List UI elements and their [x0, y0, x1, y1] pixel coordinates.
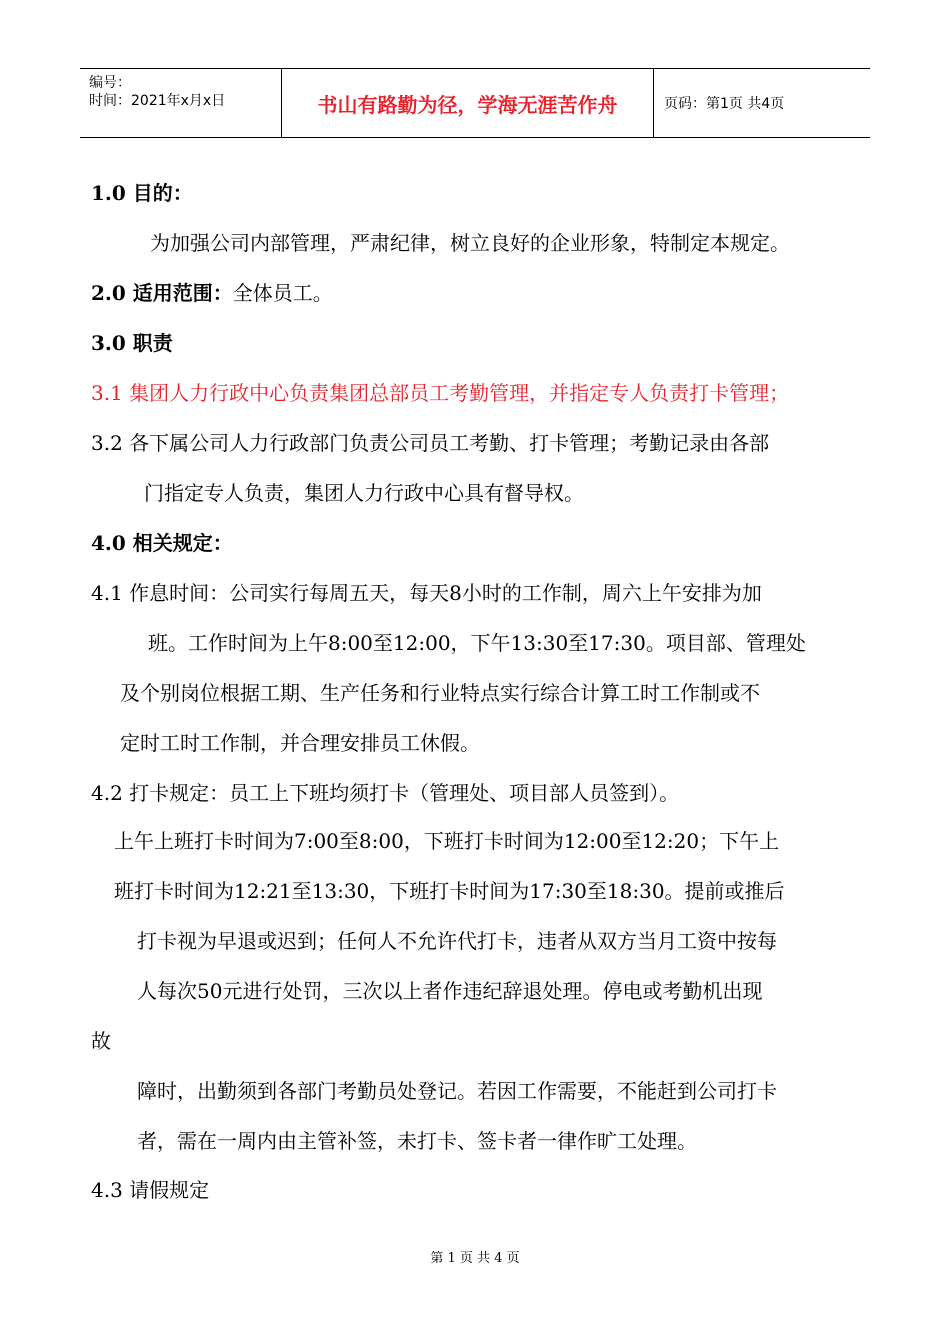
header-meta-cell — [80, 69, 282, 137]
paragraph-line: 4.1 作息时间：公司实行每周五天，每天8小时的工作制，周六上午安排为加 — [91, 581, 762, 605]
paragraph-line: 定时工时工作制，并合理安排员工休假。 — [120, 731, 480, 755]
header-motto: 书山有路勤为径，学海无涯苦作舟 — [282, 69, 654, 137]
paragraph-line: 故 — [91, 1029, 111, 1053]
section-2-text: 全体员工。 — [232, 281, 333, 305]
paragraph-line: 及个别岗位根据工期、生产任务和行业特点实行综合计算工时工作制或不 — [120, 681, 760, 705]
paragraph-line-highlight: 3.1 集团人力行政中心负责集团总部员工考勤管理，并指定专人负责打卡管理； — [91, 381, 790, 405]
section-3-heading: 3.0 职责 — [91, 331, 173, 355]
section-4-heading: 4.0 相关规定： — [91, 531, 233, 555]
paragraph-line: 班打卡时间为12:21至13:30，下班打卡时间为17:30至18:30。提前或推后 — [114, 879, 785, 903]
paragraph-line: 上午上班打卡时间为7:00至8:00，下班打卡时间为12:00至12:20；下午上 — [114, 829, 780, 853]
document-header — [80, 68, 870, 138]
paragraph-line: 班。工作时间为上午8:00至12:00，下午13:30至17:30。项目部、管理处 — [148, 631, 806, 655]
time-label: 时间：2021年x月x日 — [89, 93, 226, 109]
number-label: 编号： — [89, 75, 131, 91]
paragraph-line: 3.2 各下属公司人力行政部门负责公司员工考勤、打卡管理；考勤记录由各部 — [91, 431, 770, 455]
paragraph-line: 为加强公司内部管理，严肃纪律，树立良好的企业形象，特制定本规定。 — [150, 231, 790, 255]
paragraph-line: 门指定专人负责，集团人力行政中心具有督导权。 — [144, 481, 584, 505]
section-2-title: 2.0 适用范围： — [91, 281, 233, 305]
section-4-3-heading: 4.3 请假规定 — [91, 1178, 210, 1202]
paragraph-line: 打卡视为早退或迟到；任何人不允许代打卡，违者从双方当月工资中按每 — [137, 929, 777, 953]
paragraph-line: 人每次50元进行处罚，三次以上者作违纪辞退处理。停电或考勤机出现 — [137, 979, 763, 1003]
section-2-heading — [91, 279, 333, 307]
header-page-info: 页码：第1页 共4页 — [664, 96, 785, 112]
paragraph-line: 者，需在一周内由主管补签，未打卡、签卡者一律作旷工处理。 — [137, 1129, 697, 1153]
section-1-heading: 1.0 目的： — [91, 181, 193, 205]
page-footer: 第 1 页 共 4 页 — [430, 1251, 520, 1266]
paragraph-line: 4.2 打卡规定：员工上下班均须打卡（管理处、项目部人员签到）。 — [91, 781, 680, 805]
paragraph-line: 障时，出勤须到各部门考勤员处登记。若因工作需要，不能赶到公司打卡 — [137, 1079, 777, 1103]
